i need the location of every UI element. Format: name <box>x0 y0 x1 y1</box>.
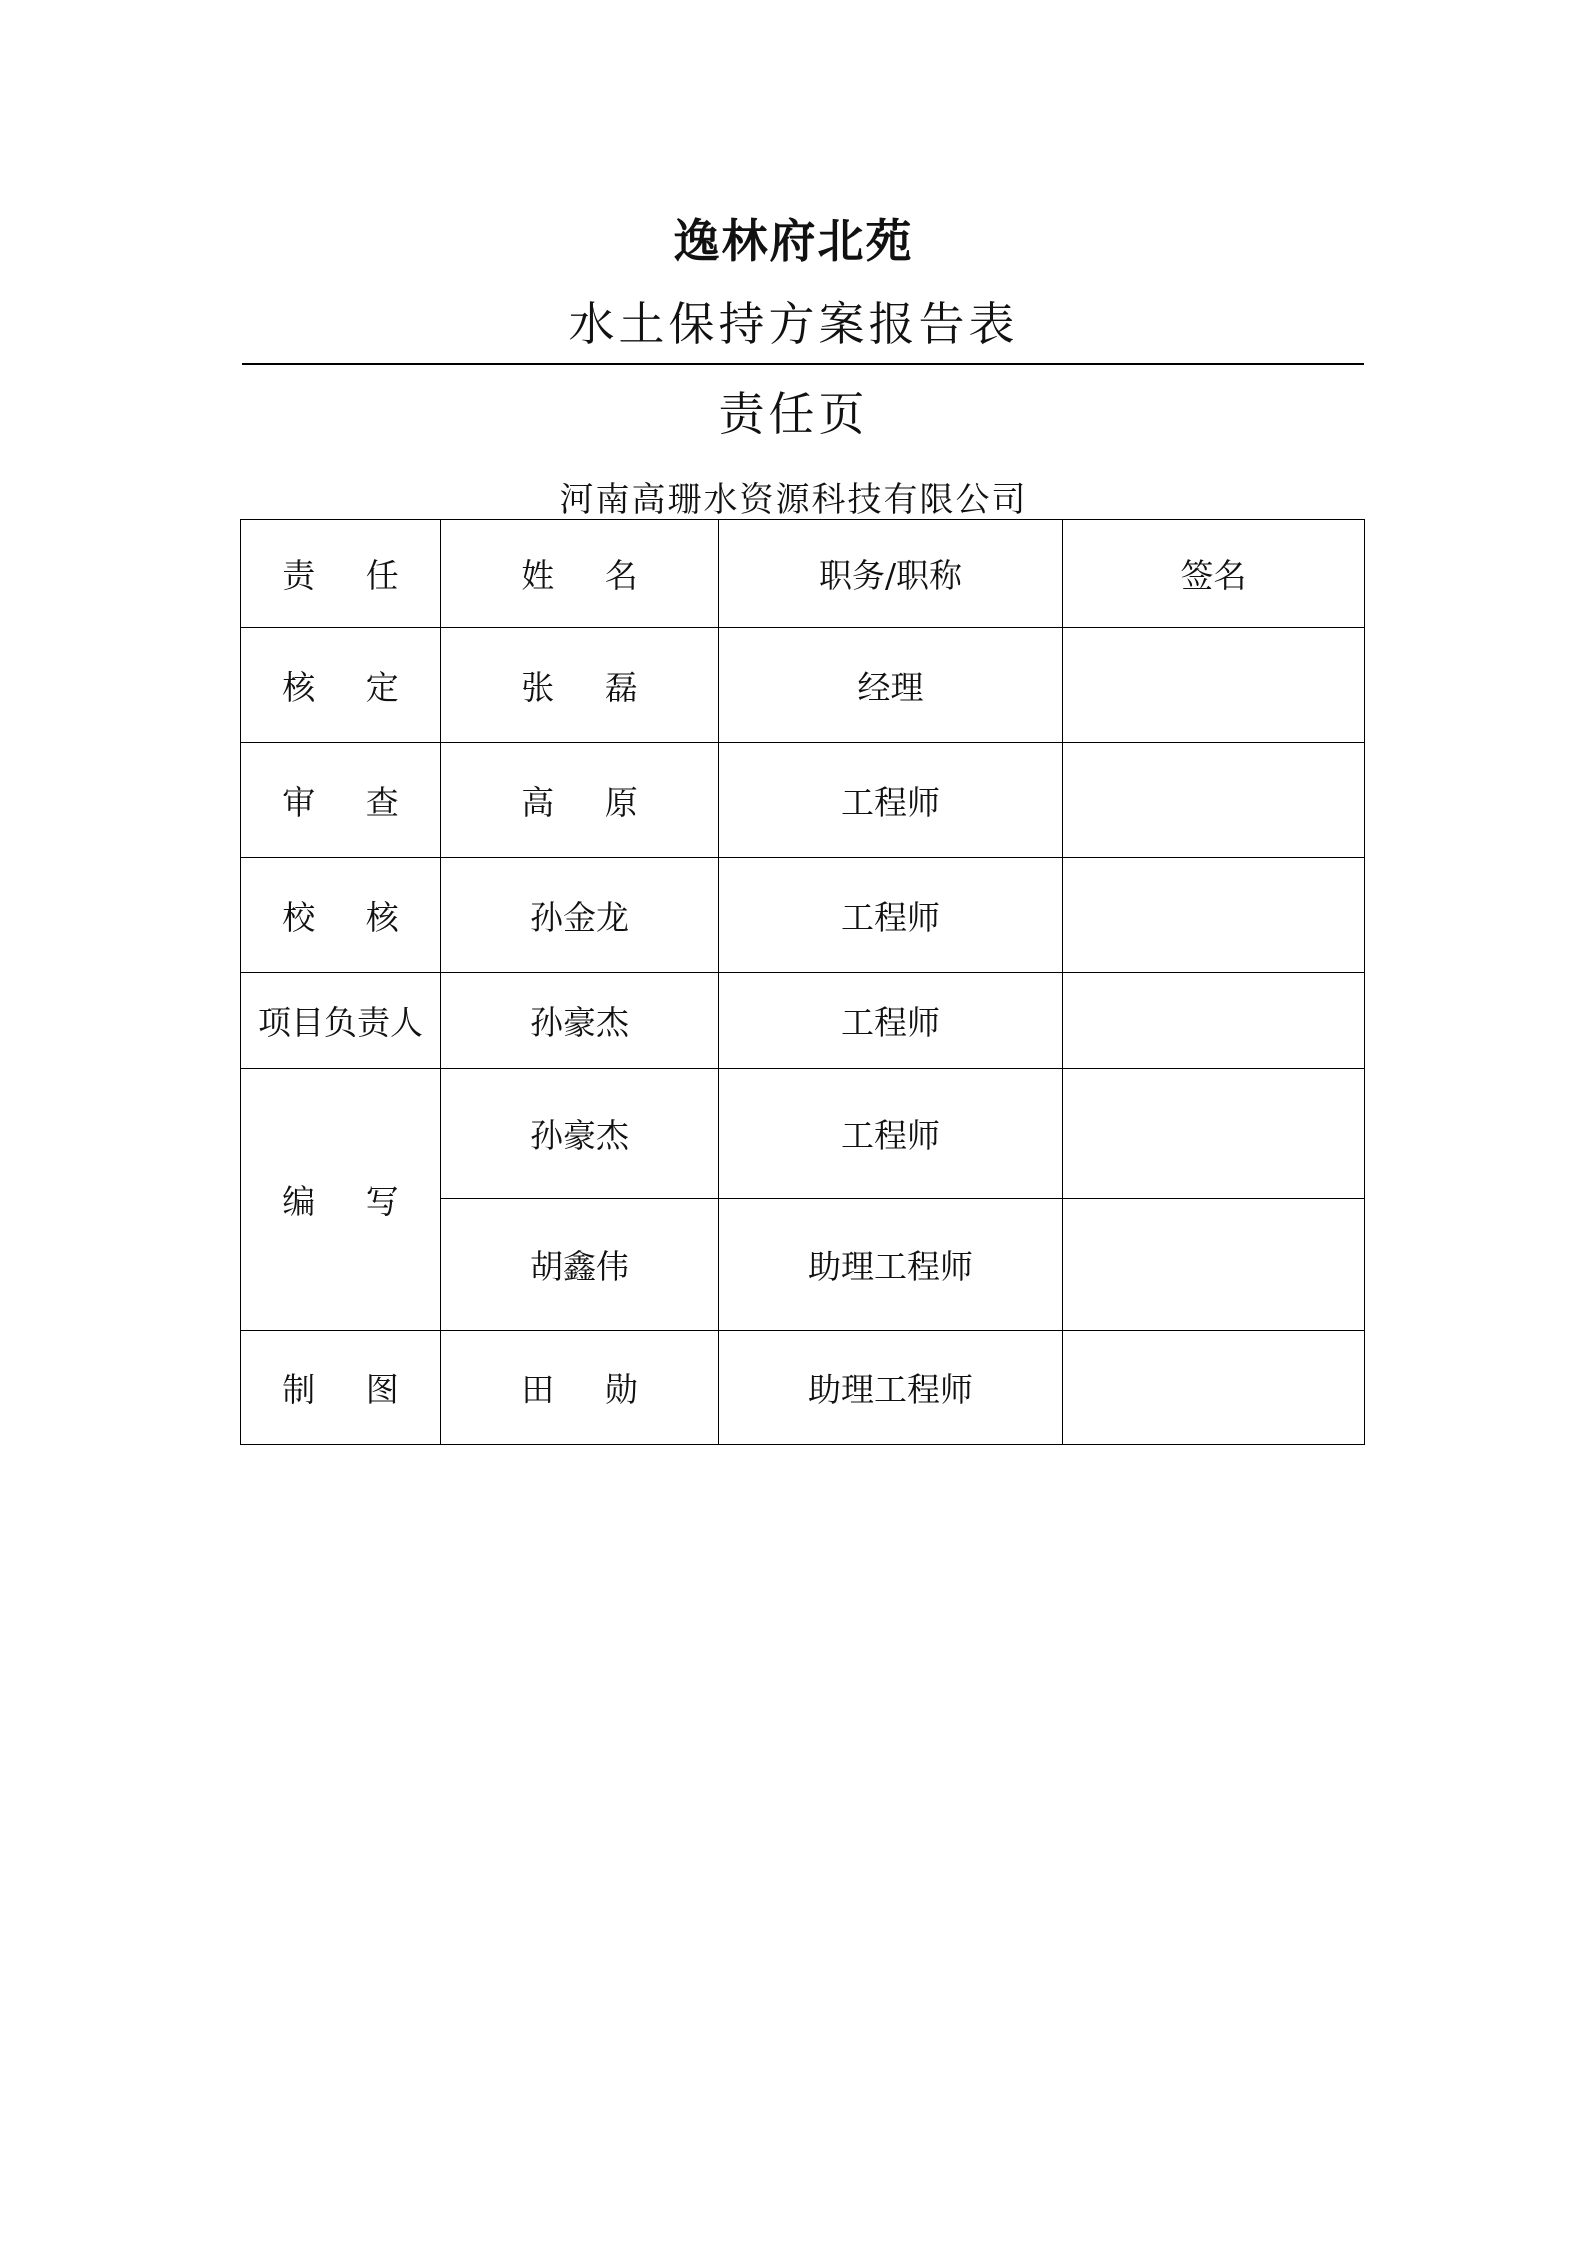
signature-cell <box>1063 628 1365 743</box>
signature-cell <box>1063 743 1365 858</box>
name-cell: 胡鑫伟 <box>441 1199 719 1331</box>
role-cell: 校 核 <box>241 858 441 973</box>
signature-cell <box>1063 1069 1365 1199</box>
page-heading: 责任页 <box>718 387 869 441</box>
role-cell: 制 图 <box>241 1331 441 1445</box>
header-cell-signature <box>1063 520 1365 628</box>
table-header-row <box>241 520 1365 628</box>
signature-cell <box>1063 1199 1365 1331</box>
role-cell: 编 写 <box>241 1069 441 1331</box>
role-cell: 审 查 <box>241 743 441 858</box>
responsibility-table <box>240 519 1365 1445</box>
title-cell: 工程师 <box>719 973 1063 1069</box>
name-cell: 张 磊 <box>441 628 719 743</box>
document-title: 逸林府北苑 <box>673 214 914 268</box>
header-label-role: 责 任 <box>282 556 399 595</box>
name-cell: 孙金龙 <box>441 858 719 973</box>
header-cell-role <box>241 520 441 628</box>
name-cell: 孙豪杰 <box>441 1069 719 1199</box>
title-cell: 工程师 <box>719 858 1063 973</box>
title-cell: 助理工程师 <box>719 1331 1063 1445</box>
signature-cell <box>1063 1331 1365 1445</box>
document-subtitle: 水土保持方案报告表 <box>568 297 1019 351</box>
title-cell: 工程师 <box>719 743 1063 858</box>
name-cell: 孙豪杰 <box>441 973 719 1069</box>
table-row <box>241 1069 1365 1199</box>
table-row <box>241 858 1365 973</box>
header-label-name: 姓 名 <box>521 556 638 595</box>
signature-cell <box>1063 858 1365 973</box>
name-cell: 高 原 <box>441 743 719 858</box>
table-row <box>241 743 1365 858</box>
table-row <box>241 973 1365 1069</box>
header-cell-name <box>441 520 719 628</box>
title-divider <box>242 363 1364 365</box>
header-cell-title <box>719 520 1063 628</box>
title-cell: 助理工程师 <box>719 1199 1063 1331</box>
name-cell: 田 勋 <box>441 1331 719 1445</box>
title-cell: 工程师 <box>719 1069 1063 1199</box>
table-row <box>241 628 1365 743</box>
role-cell: 核 定 <box>241 628 441 743</box>
title-cell: 经理 <box>719 628 1063 743</box>
table-row <box>241 1331 1365 1445</box>
header-label-title: 职务/职称 <box>818 556 963 595</box>
signature-cell <box>1063 973 1365 1069</box>
header-label-signature: 签名 <box>1180 556 1247 595</box>
company-name: 河南高珊水资源科技有限公司 <box>559 480 1028 520</box>
role-cell: 项目负责人 <box>241 973 441 1069</box>
